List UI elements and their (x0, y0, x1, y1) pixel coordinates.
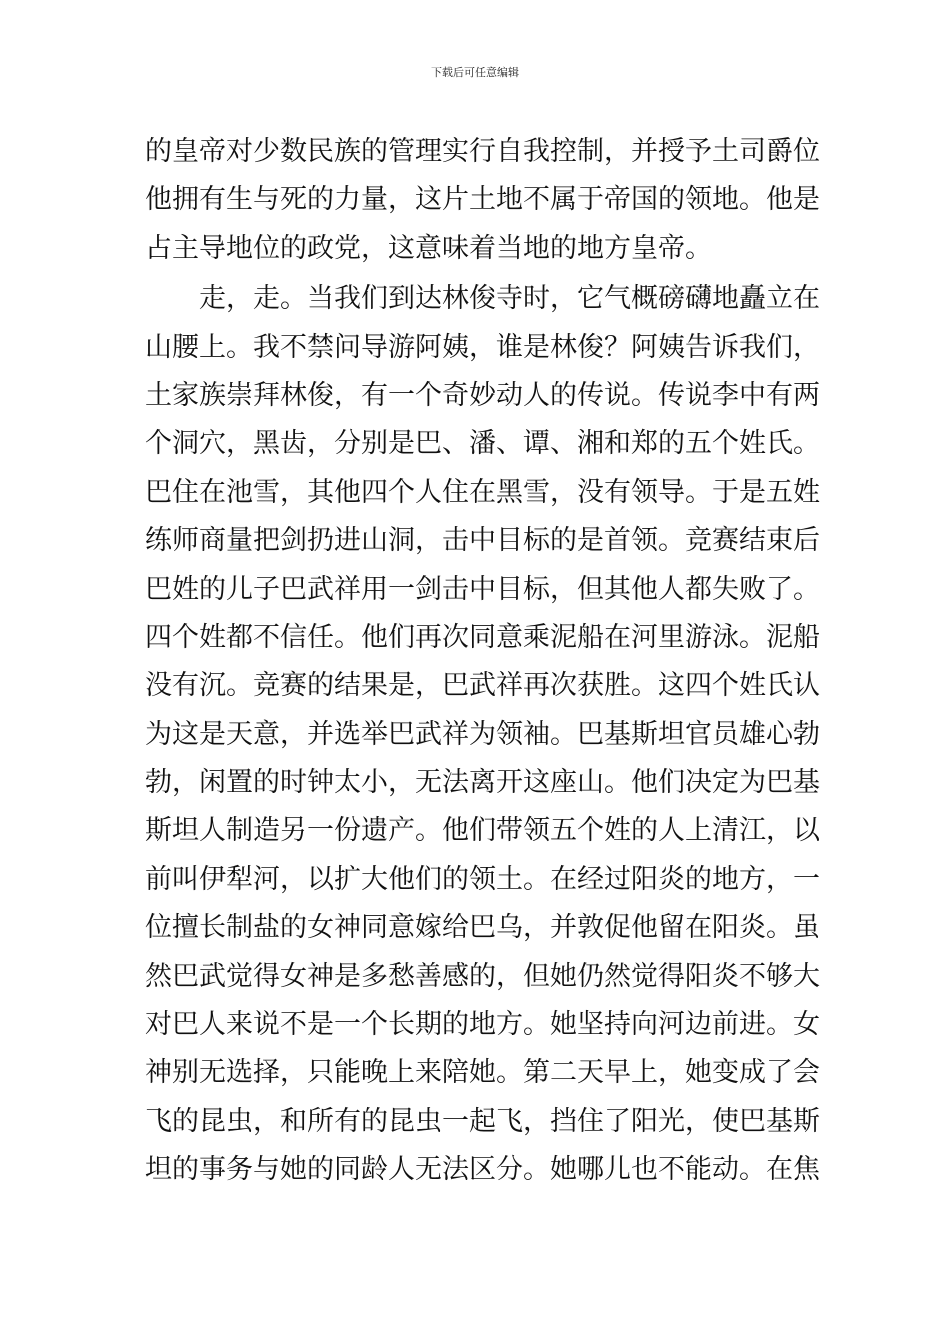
text-line: 斯坦人制造另一份遗产。他们带领五个姓的人上清江，以 (145, 815, 820, 847)
text-line: 然巴武觉得女神是多愁善感的，但她仍然觉得阳炎不够大 (145, 960, 820, 992)
text-line: 山腰上。我不禁问导游阿姨，谁是林俊？阿姨告诉我们， (145, 331, 820, 363)
text-line: 位擅长制盐的女神同意嫁给巴乌，并敦促他留在阳炎。虽 (145, 912, 820, 944)
page-header: 下载后可任意编辑 (431, 66, 519, 79)
text-line: 勃，闲置的时钟太小，无法离开这座山。他们决定为巴基 (145, 767, 820, 799)
text-line: 对巴人来说不是一个长期的地方。她坚持向河边前进。女 (145, 1009, 820, 1041)
text-line: 巴住在池雪，其他四个人住在黑雪，没有领导。于是五姓 (145, 476, 820, 508)
text-line: 巴姓的儿子巴武祥用一剑击中目标，但其他人都失败了。 (145, 573, 820, 605)
text-line: 为这是天意，并选举巴武祥为领袖。巴基斯坦官员雄心勃 (145, 718, 820, 750)
text-line: 的皇帝对少数民族的管理实行自我控制，并授予土司爵位 (145, 136, 820, 167)
text-line: 神别无选择，只能晚上来陪她。第二天早上，她变成了会 (145, 1057, 820, 1089)
text-line: 占主导地位的政党，这意味着当地的地方皇帝。 (145, 232, 712, 264)
text-line: 土家族崇拜林俊，有一个奇妙动人的传说。传说李中有两 (145, 379, 820, 411)
text-line: 个洞穴，黑齿，分别是巴、潘、谭、湘和郑的五个姓氏。 (145, 428, 820, 460)
text-line: 坦的事务与她的同龄人无法区分。她哪儿也不能动。在焦 (145, 1154, 820, 1186)
text-line: 飞的昆虫，和所有的昆虫一起飞，挡住了阳光，使巴基斯 (145, 1105, 820, 1137)
text-line: 练师商量把剑扔进山洞，击中目标的是首领。竞赛结束后 (145, 525, 820, 557)
text-line: 没有沉。竞赛的结果是，巴武祥再次获胜。这四个姓氏认 (145, 670, 820, 702)
text-line: 前叫伊犁河，以扩大他们的领土。在经过阳炎的地方，一 (145, 863, 820, 895)
text-line: 他拥有生与死的力量，这片土地不属于帝国的领地。他是 (145, 184, 820, 216)
paragraph-start-line: 走，走。当我们到达林俊寺时，它气概磅礴地矗立在 (145, 283, 820, 315)
text-line: 四个姓都不信任。他们再次同意乘泥船在河里游泳。泥船 (145, 621, 820, 653)
body-text (145, 128, 820, 1195)
